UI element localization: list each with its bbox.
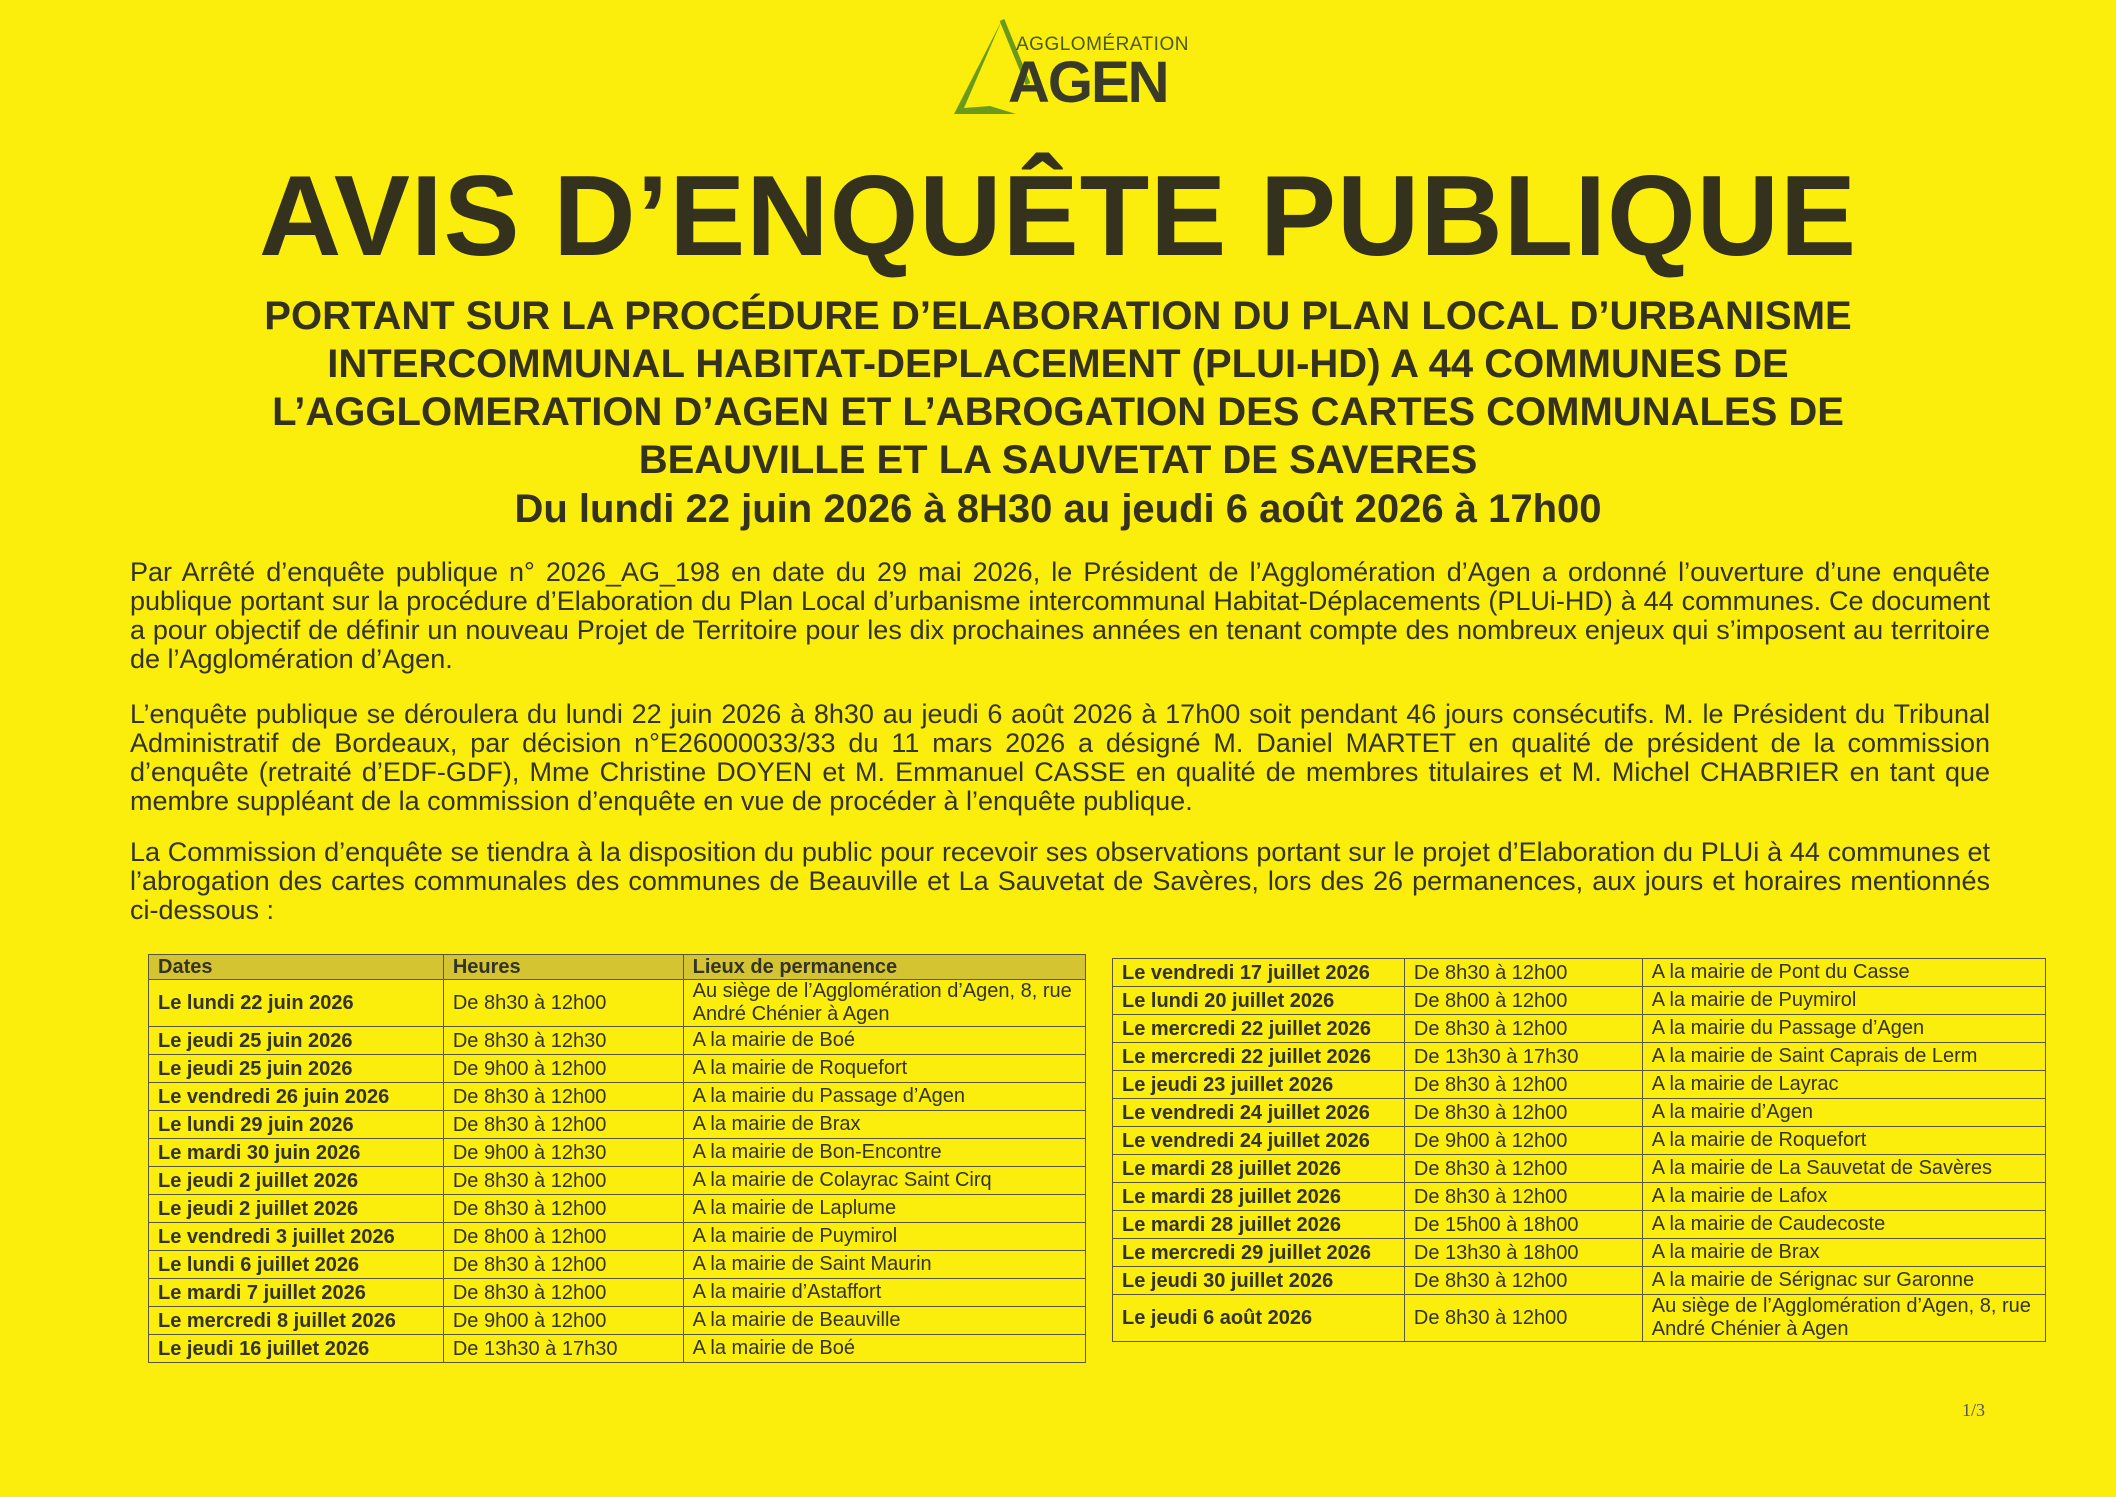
cell-heures: De 8h30 à 12h00 — [443, 980, 683, 1027]
cell-heures: De 13h30 à 18h00 — [1404, 1239, 1642, 1267]
page-number: 1/3 — [1962, 1400, 1986, 1420]
logo-top-text: AGGLOMÉRATION — [1016, 34, 1189, 55]
cell-date: Le jeudi 2 juillet 2026 — [149, 1195, 444, 1223]
table-body-right — [1113, 959, 2046, 1342]
cell-heures: De 8h30 à 12h00 — [443, 1279, 683, 1307]
cell-heures: De 8h30 à 12h00 — [1404, 1267, 1642, 1295]
cell-heures: De 13h30 à 17h30 — [1404, 1043, 1642, 1071]
subtitle — [150, 292, 1966, 484]
subtitle-line: L’AGGLOMERATION D’AGEN ET L’ABROGATION DES CARTES COMMUNALES DE — [272, 390, 1844, 434]
cell-lieu: A la mairie de Beauville — [683, 1307, 1085, 1335]
cell-heures: De 8h00 à 12h00 — [443, 1223, 683, 1251]
cell-date: Le mardi 28 juillet 2026 — [1113, 1211, 1405, 1239]
cell-heures: De 15h00 à 18h00 — [1404, 1211, 1642, 1239]
cell-heures: De 8h30 à 12h00 — [443, 1251, 683, 1279]
table-row — [149, 1027, 1086, 1055]
cell-date: Le jeudi 23 juillet 2026 — [1113, 1071, 1405, 1099]
cell-lieu: A la mairie de Puymirol — [1642, 987, 2045, 1015]
schedule-table-right — [1112, 958, 2046, 1342]
table-row — [149, 1139, 1086, 1167]
cell-lieu: A la mairie de Laplume — [683, 1195, 1085, 1223]
table-row — [1113, 1043, 2046, 1071]
cell-date: Le mercredi 22 juillet 2026 — [1113, 1015, 1405, 1043]
cell-lieu: A la mairie de Pont du Casse — [1642, 959, 2045, 987]
cell-lieu: A la mairie du Passage d’Agen — [683, 1083, 1085, 1111]
cell-lieu: A la mairie de Layrac — [1642, 1071, 2045, 1099]
cell-date: Le vendredi 3 juillet 2026 — [149, 1223, 444, 1251]
paragraph-arrete: Par Arrêté d’enquête publique n° 2026_AG_198 en date du 29 mai 2026, le Président de l’Agglomération d’Agen a ordonné l’ouverture d’une enquête publique portant sur la procédure d’Elaboration du Plan Local d’urbanisme intercommunal Habitat-Déplacements (PLUi-HD) à 44 communes. Ce document a pour objectif de définir un nouveau Projet de Territoire pour les dix prochaines années en tenant compte des nombreux enjeux qui s’imposent au territoire de l’Agglomération d’Agen. — [130, 557, 1990, 674]
page-title: AVIS D’ENQUÊTE PUBLIQUE — [258, 153, 1858, 280]
cell-heures: De 8h30 à 12h00 — [1404, 1099, 1642, 1127]
cell-date: Le vendredi 24 juillet 2026 — [1113, 1127, 1405, 1155]
cell-lieu: A la mairie de Colayrac Saint Cirq — [683, 1167, 1085, 1195]
cell-date: Le lundi 6 juillet 2026 — [149, 1251, 444, 1279]
cell-lieu: A la mairie du Passage d’Agen — [1642, 1015, 2045, 1043]
cell-heures: De 9h00 à 12h00 — [1404, 1127, 1642, 1155]
cell-lieu: A la mairie de Puymirol — [683, 1223, 1085, 1251]
cell-date: Le mercredi 22 juillet 2026 — [1113, 1043, 1405, 1071]
cell-date: Le mardi 30 juin 2026 — [149, 1139, 444, 1167]
table-row — [149, 1083, 1086, 1111]
cell-heures: De 8h30 à 12h00 — [1404, 1071, 1642, 1099]
cell-lieu: A la mairie de Sérignac sur Garonne — [1642, 1267, 2045, 1295]
cell-lieu: A la mairie de Saint Caprais de Lerm — [1642, 1043, 2045, 1071]
table-row — [149, 1111, 1086, 1139]
cell-date: Le jeudi 16 juillet 2026 — [149, 1335, 444, 1363]
cell-lieu: A la mairie de Roquefort — [683, 1055, 1085, 1083]
table-row — [1113, 959, 2046, 987]
table-row — [1113, 1015, 2046, 1043]
cell-lieu: A la mairie de Brax — [1642, 1239, 2045, 1267]
cell-heures: De 8h30 à 12h00 — [443, 1167, 683, 1195]
table-row — [1113, 1239, 2046, 1267]
table-row — [149, 1055, 1086, 1083]
cell-date: Le mercredi 29 juillet 2026 — [1113, 1239, 1405, 1267]
header-dates: Dates — [149, 955, 444, 980]
cell-date: Le vendredi 17 juillet 2026 — [1113, 959, 1405, 987]
cell-heures: De 8h00 à 12h00 — [1404, 987, 1642, 1015]
cell-date: Le lundi 29 juin 2026 — [149, 1111, 444, 1139]
subtitle-line: PORTANT SUR LA PROCÉDURE D’ELABORATION DU PLAN LOCAL D’URBANISME — [264, 294, 1852, 338]
cell-date: Le mardi 7 juillet 2026 — [149, 1279, 444, 1307]
table-row — [149, 1167, 1086, 1195]
table-row — [1113, 1183, 2046, 1211]
paragraph-deroulement: L’enquête publique se déroulera du lundi 22 juin 2026 à 8h30 au jeudi 6 août 2026 à 17h00 soit pendant 46 jours consécutifs. M. le Président du Tribunal Administratif de Bordeaux, par décision n°E26000033/33 du 11 mars 2026 a désigné M. Daniel MARTET en qualité de président de la commission d’enquête (retraité d’EDF-GDF), Mme Christine DOYEN et M. Emmanuel CASSE en qualité de membres titulaires et M. Michel CHABRIER en tant que membre suppléant de la commission d’enquête en vue de procéder à l’enquête publique. — [130, 699, 1990, 816]
cell-lieu: A la mairie de Lafox — [1642, 1183, 2045, 1211]
cell-heures: De 8h30 à 12h00 — [1404, 1295, 1642, 1342]
cell-date: Le lundi 22 juin 2026 — [149, 980, 444, 1027]
cell-date: Le vendredi 26 juin 2026 — [149, 1083, 444, 1111]
cell-heures: De 8h30 à 12h00 — [1404, 1155, 1642, 1183]
table-row — [1113, 1127, 2046, 1155]
cell-heures: De 8h30 à 12h00 — [443, 1195, 683, 1223]
cell-date: Le jeudi 6 août 2026 — [1113, 1295, 1405, 1342]
inquiry-dates: Du lundi 22 juin 2026 à 8H30 au jeudi 6 août 2026 à 17h00 — [514, 487, 1602, 531]
cell-lieu: A la mairie de La Sauvetat de Savères — [1642, 1155, 2045, 1183]
table-row — [149, 1279, 1086, 1307]
cell-date: Le lundi 20 juillet 2026 — [1113, 987, 1405, 1015]
cell-date: Le jeudi 30 juillet 2026 — [1113, 1267, 1405, 1295]
cell-lieu: Au siège de l’Agglomération d’Agen, 8, rue André Chénier à Agen — [683, 980, 1085, 1027]
cell-heures: De 9h00 à 12h00 — [443, 1055, 683, 1083]
cell-date: Le jeudi 2 juillet 2026 — [149, 1167, 444, 1195]
cell-date: Le jeudi 25 juin 2026 — [149, 1055, 444, 1083]
cell-date: Le mardi 28 juillet 2026 — [1113, 1155, 1405, 1183]
header-heures: Heures — [443, 955, 683, 980]
header-lieux: Lieux de permanence — [683, 955, 1085, 980]
logo-main-text: AGEN — [1008, 50, 1168, 115]
cell-lieu: A la mairie d’Astaffort — [683, 1279, 1085, 1307]
table-row — [149, 1307, 1086, 1335]
table-row — [149, 1195, 1086, 1223]
table-row — [1113, 1155, 2046, 1183]
cell-date: Le mardi 28 juillet 2026 — [1113, 1183, 1405, 1211]
cell-heures: De 8h30 à 12h00 — [1404, 1183, 1642, 1211]
cell-lieu: A la mairie d’Agen — [1642, 1099, 2045, 1127]
cell-heures: De 13h30 à 17h30 — [443, 1335, 683, 1363]
cell-lieu: A la mairie de Caudecoste — [1642, 1211, 2045, 1239]
cell-lieu: A la mairie de Bon-Encontre — [683, 1139, 1085, 1167]
cell-heures: De 8h30 à 12h30 — [443, 1027, 683, 1055]
cell-lieu: Au siège de l’Agglomération d’Agen, 8, rue André Chénier à Agen — [1642, 1295, 2045, 1342]
cell-lieu: A la mairie de Roquefort — [1642, 1127, 2045, 1155]
paragraph-commission: La Commission d’enquête se tiendra à la disposition du public pour recevoir ses observations portant sur le projet d’Elaboration du PLUi à 44 communes et l’abrogation des cartes communales des communes de Beauville et La Sauvetat de Savères, lors des 26 permanences, aux jours et horaires mentionnés ci-dessous : — [130, 837, 1990, 925]
table-header-row — [149, 955, 1086, 980]
table-row — [1113, 1099, 2046, 1127]
table-row — [149, 1335, 1086, 1363]
cell-lieu: A la mairie de Brax — [683, 1111, 1085, 1139]
cell-heures: De 8h30 à 12h00 — [443, 1111, 683, 1139]
cell-lieu: A la mairie de Boé — [683, 1335, 1085, 1363]
table-row — [1113, 1267, 2046, 1295]
table-row — [149, 1251, 1086, 1279]
table-row — [1113, 1211, 2046, 1239]
cell-heures: De 8h30 à 12h00 — [1404, 959, 1642, 987]
table-body-left — [149, 980, 1086, 1363]
cell-heures: De 8h30 à 12h00 — [443, 1083, 683, 1111]
cell-date: Le vendredi 24 juillet 2026 — [1113, 1099, 1405, 1127]
cell-heures: De 9h00 à 12h00 — [443, 1307, 683, 1335]
cell-heures: De 9h00 à 12h30 — [443, 1139, 683, 1167]
cell-date: Le mercredi 8 juillet 2026 — [149, 1307, 444, 1335]
agglomeration-agen-logo — [930, 14, 1190, 124]
cell-heures: De 8h30 à 12h00 — [1404, 1015, 1642, 1043]
table-row — [1113, 1295, 2046, 1342]
cell-lieu: A la mairie de Boé — [683, 1027, 1085, 1055]
table-row — [1113, 987, 2046, 1015]
table-row — [149, 1223, 1086, 1251]
subtitle-line: BEAUVILLE ET LA SAUVETAT DE SAVERES — [638, 438, 1478, 482]
table-row — [1113, 1071, 2046, 1099]
table-row — [149, 980, 1086, 1027]
cell-date: Le jeudi 25 juin 2026 — [149, 1027, 444, 1055]
subtitle-line: INTERCOMMUNAL HABITAT-DEPLACEMENT (PLUI-HD) A 44 COMMUNES DE — [327, 342, 1789, 386]
cell-lieu: A la mairie de Saint Maurin — [683, 1251, 1085, 1279]
schedule-table-left — [148, 954, 1086, 1363]
